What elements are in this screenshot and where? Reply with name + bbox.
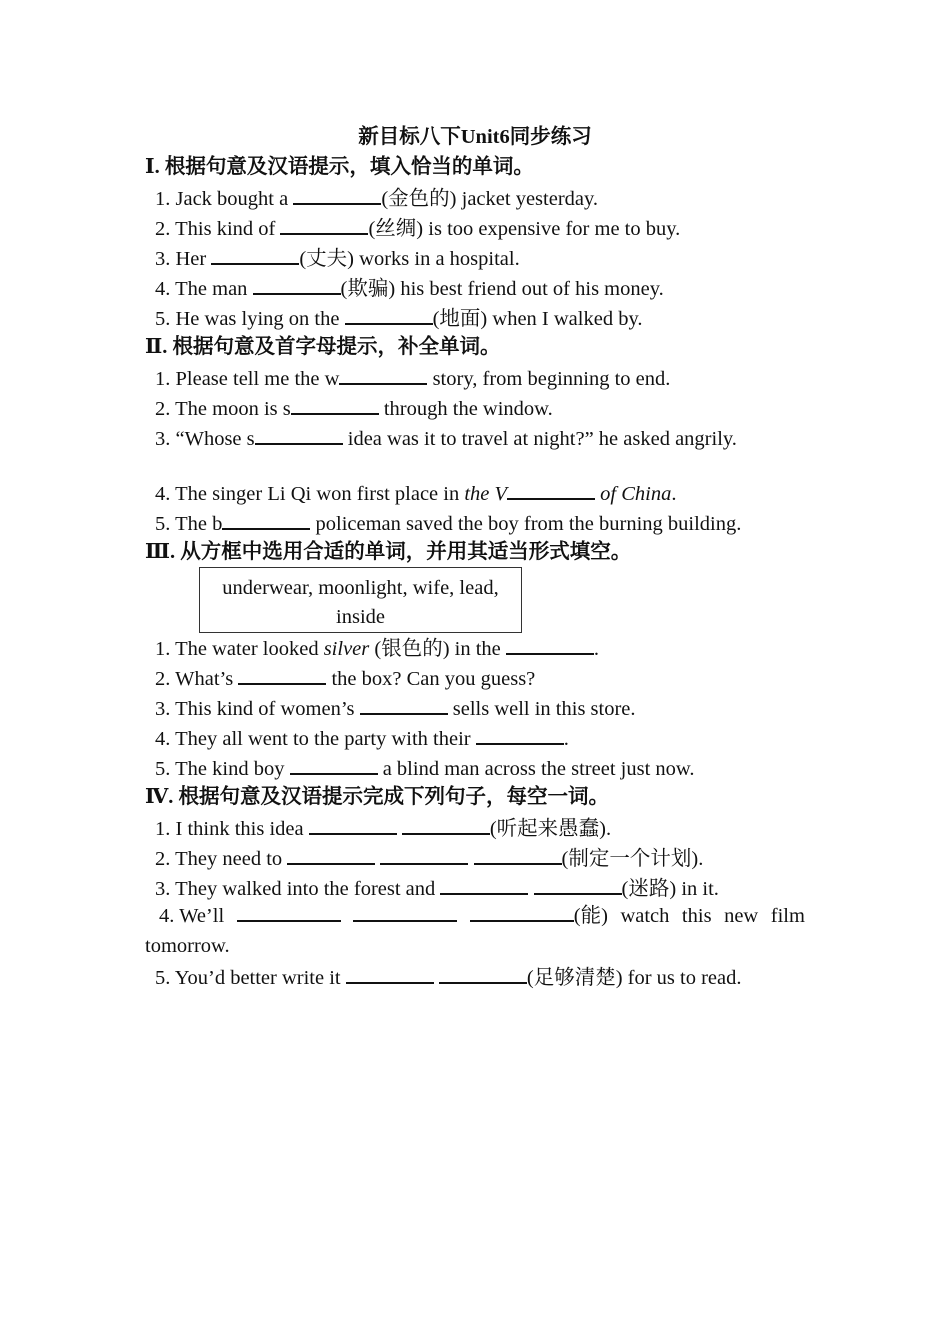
s4-item-4: 4. We’ll (能) watch this new film tomorrow. bbox=[145, 905, 805, 957]
answer-blank[interactable] bbox=[402, 817, 490, 835]
answer-blank[interactable] bbox=[345, 307, 433, 325]
s4-item-5: 5. You’d better write it (足够清楚) for us to read. bbox=[155, 967, 742, 989]
s2-item-5: 5. The b policeman saved the boy from the burning building. bbox=[155, 513, 742, 535]
answer-blank[interactable] bbox=[293, 187, 381, 205]
answer-blank[interactable] bbox=[339, 367, 427, 385]
section-4-heading: Ⅳ. 根据句意及汉语提示完成下列句子，每空一词。 bbox=[145, 786, 610, 808]
answer-blank[interactable] bbox=[287, 847, 375, 865]
word-bank-line-1: underwear, moonlight, wife, lead, bbox=[222, 577, 499, 599]
s3-item-5: 5. The kind boy a blind man across the street just now. bbox=[155, 758, 695, 780]
answer-blank[interactable] bbox=[507, 482, 595, 500]
s4-item-1: 1. I think this idea (听起来愚蠢). bbox=[155, 818, 612, 840]
s4-item-2: 2. They need to (制定一个计划). bbox=[155, 848, 704, 870]
section-3-heading: Ⅲ. 从方框中选用合适的单词，并用其适当形式填空。 bbox=[145, 541, 632, 563]
s1-item-3: 3. Her (丈夫) works in a hospital. bbox=[155, 248, 520, 270]
answer-blank[interactable] bbox=[309, 817, 397, 835]
answer-blank[interactable] bbox=[211, 247, 299, 265]
answer-blank[interactable] bbox=[253, 277, 341, 295]
word-bank-line-2: inside bbox=[336, 606, 385, 628]
s1-item-2: 2. This kind of (丝绸) is too expensive for me to buy. bbox=[155, 218, 681, 240]
s3-item-4: 4. They all went to the party with their . bbox=[155, 728, 569, 750]
answer-blank[interactable] bbox=[534, 877, 622, 895]
s1-item-5: 5. He was lying on the (地面) when I walked by. bbox=[155, 308, 643, 330]
section-2-heading: Ⅱ. 根据句意及首字母提示，补全单词。 bbox=[145, 336, 501, 358]
answer-blank[interactable] bbox=[476, 727, 564, 745]
answer-blank[interactable] bbox=[255, 427, 343, 445]
answer-blank[interactable] bbox=[222, 512, 310, 530]
s2-item-3: 3. “Whose s idea was it to travel at night?” he asked angrily. bbox=[155, 428, 737, 450]
s2-item-1: 1. Please tell me the w story, from beginning to end. bbox=[155, 368, 671, 390]
answer-blank[interactable] bbox=[353, 904, 457, 922]
answer-blank[interactable] bbox=[280, 217, 368, 235]
answer-blank[interactable] bbox=[439, 966, 527, 984]
page-title: 新目标八下Unit6同步练习 bbox=[358, 126, 592, 148]
s1-item-4: 4. The man (欺骗) his best friend out of his money. bbox=[155, 278, 664, 300]
s3-item-1: 1. The water looked silver (银色的) in the . bbox=[155, 638, 600, 660]
answer-blank[interactable] bbox=[470, 904, 574, 922]
word-bank-box bbox=[199, 567, 522, 633]
s4-item-3: 3. They walked into the forest and (迷路) in it. bbox=[155, 878, 719, 900]
answer-blank[interactable] bbox=[474, 847, 562, 865]
answer-blank[interactable] bbox=[238, 667, 326, 685]
answer-blank[interactable] bbox=[291, 397, 379, 415]
s2-item-4: 4. The singer Li Qi won first place in the V of China. bbox=[155, 483, 677, 505]
answer-blank[interactable] bbox=[290, 757, 378, 775]
section-1-heading: Ⅰ. 根据句意及汉语提示，填入恰当的单词。 bbox=[145, 156, 534, 178]
s1-item-1: 1. Jack bought a (金色的) jacket yesterday. bbox=[155, 188, 599, 210]
answer-blank[interactable] bbox=[237, 904, 341, 922]
answer-blank[interactable] bbox=[360, 697, 448, 715]
answer-blank[interactable] bbox=[380, 847, 468, 865]
s2-item-2: 2. The moon is s through the window. bbox=[155, 398, 553, 420]
s3-item-3: 3. This kind of women’s sells well in this store. bbox=[155, 698, 636, 720]
answer-blank[interactable] bbox=[440, 877, 528, 895]
answer-blank[interactable] bbox=[346, 966, 434, 984]
s3-item-2: 2. What’s the box? Can you guess? bbox=[155, 668, 536, 690]
answer-blank[interactable] bbox=[506, 637, 594, 655]
